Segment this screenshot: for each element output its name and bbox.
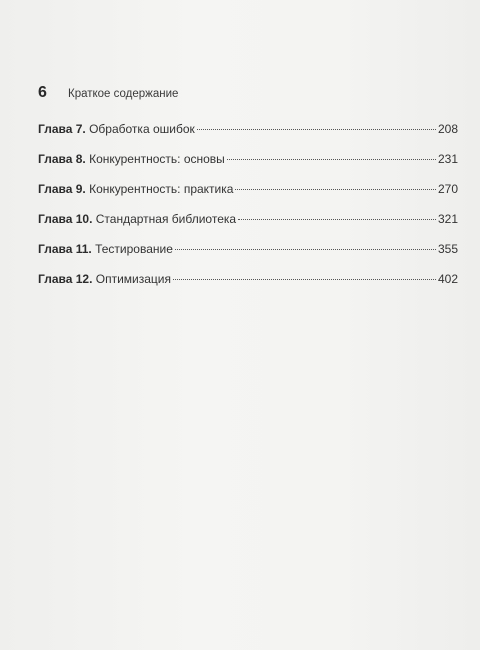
running-title: Краткое содержание <box>68 88 179 100</box>
toc-chapter-title: Конкурентность: практика <box>89 182 234 196</box>
toc-entry-chapter-10[interactable] <box>38 212 458 242</box>
toc-page-number: 321 <box>437 212 458 226</box>
toc-entry-chapter-8[interactable] <box>38 152 458 182</box>
toc-page-number: 231 <box>437 152 458 166</box>
toc-dot-leader <box>227 159 436 160</box>
toc-chapter-title: Оптимизация <box>95 272 171 286</box>
toc-entry-chapter-12[interactable] <box>38 272 458 302</box>
toc-chapter-title: Стандартная библиотека <box>95 212 237 226</box>
toc-dot-leader <box>175 249 436 250</box>
toc-dot-leader <box>238 219 436 220</box>
toc-chapter-title: Конкурентность: основы <box>89 152 225 166</box>
toc-dot-leader <box>197 129 436 130</box>
toc-page-number: 270 <box>437 182 458 196</box>
toc-chapter-number: Глава 12. <box>38 272 93 286</box>
toc-entry-chapter-7[interactable] <box>38 122 458 152</box>
toc-entry-label <box>38 212 236 226</box>
toc-entry-label <box>38 122 195 136</box>
toc-chapter-title: Тестирование <box>95 242 173 256</box>
table-of-contents <box>38 122 458 302</box>
toc-dot-leader <box>235 189 436 190</box>
toc-chapter-number: Глава 7. <box>38 122 86 136</box>
toc-entry-label <box>38 242 173 256</box>
toc-entry-label <box>38 182 233 196</box>
toc-dot-leader <box>173 279 436 280</box>
toc-entry-label <box>38 272 171 286</box>
toc-entry-chapter-11[interactable] <box>38 242 458 272</box>
toc-page-number: 208 <box>437 122 458 136</box>
toc-entry-label <box>38 152 225 166</box>
toc-chapter-number: Глава 9. <box>38 182 86 196</box>
toc-chapter-number: Глава 11. <box>38 242 92 256</box>
toc-chapter-number: Глава 10. <box>38 212 93 226</box>
toc-page-number: 402 <box>437 272 458 286</box>
page-number: 6 <box>38 84 47 101</box>
running-head <box>38 84 178 102</box>
toc-chapter-number: Глава 8. <box>38 152 86 166</box>
toc-page-number: 355 <box>437 242 458 256</box>
toc-chapter-title: Обработка ошибок <box>89 122 195 136</box>
toc-entry-chapter-9[interactable] <box>38 182 458 212</box>
